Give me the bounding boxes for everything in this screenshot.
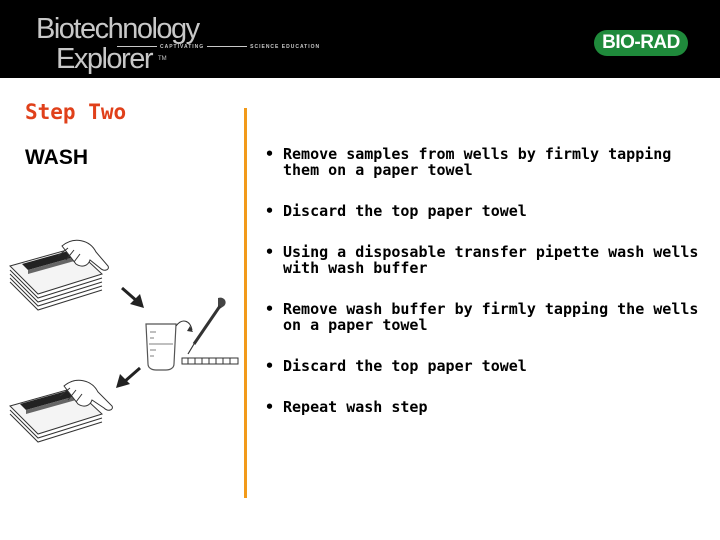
list-item-text: Discard the top paper towel: [283, 357, 527, 375]
bullet-icon: •: [265, 398, 275, 416]
beaker-icon: [146, 324, 176, 370]
list-item-text: Remove samples from wells by firmly tapping them on a paper towel: [283, 145, 672, 179]
vertical-divider: [244, 108, 247, 498]
tagline-rule: [207, 46, 247, 47]
bullet-icon: •: [265, 357, 275, 375]
step-title: Step Two: [25, 100, 127, 124]
bullet-icon: •: [265, 243, 275, 261]
list-item: [265, 358, 705, 374]
section-label: WASH: [25, 146, 88, 169]
list-item: [265, 301, 705, 333]
tagline-right: SCIENCE EDUCATION: [250, 44, 321, 50]
arrow-icon: [122, 288, 144, 308]
list-item-text: Discard the top paper towel: [283, 202, 527, 220]
trademark-mark: TM: [158, 56, 167, 62]
list-item-text: Remove wash buffer by firmly tapping the wells on a paper towel: [283, 300, 699, 334]
instruction-list: [265, 146, 705, 440]
list-item-text: Using a disposable transfer pipette wash wells with wash buffer: [283, 243, 699, 277]
bio-rad-logo: BIO-RAD: [594, 30, 688, 56]
bullet-icon: •: [265, 300, 275, 318]
bullet-icon: •: [265, 202, 275, 220]
list-item: [265, 203, 705, 219]
arrow-icon: [116, 368, 140, 388]
wash-procedure-illustration: [4, 226, 242, 446]
list-item: [265, 146, 705, 178]
list-item: [265, 399, 705, 415]
pipette-icon: [176, 298, 226, 354]
list-item: [265, 244, 705, 276]
tagline-left: CAPTIVATING: [160, 44, 205, 50]
brand-name-line2: Explorer: [56, 43, 152, 75]
header-bar: [0, 0, 720, 78]
list-item-text: Repeat wash step: [283, 398, 428, 416]
well-strip-icon: [182, 358, 238, 364]
bullet-icon: •: [265, 145, 275, 163]
brand-name-line1: Biotechnology: [36, 13, 199, 45]
